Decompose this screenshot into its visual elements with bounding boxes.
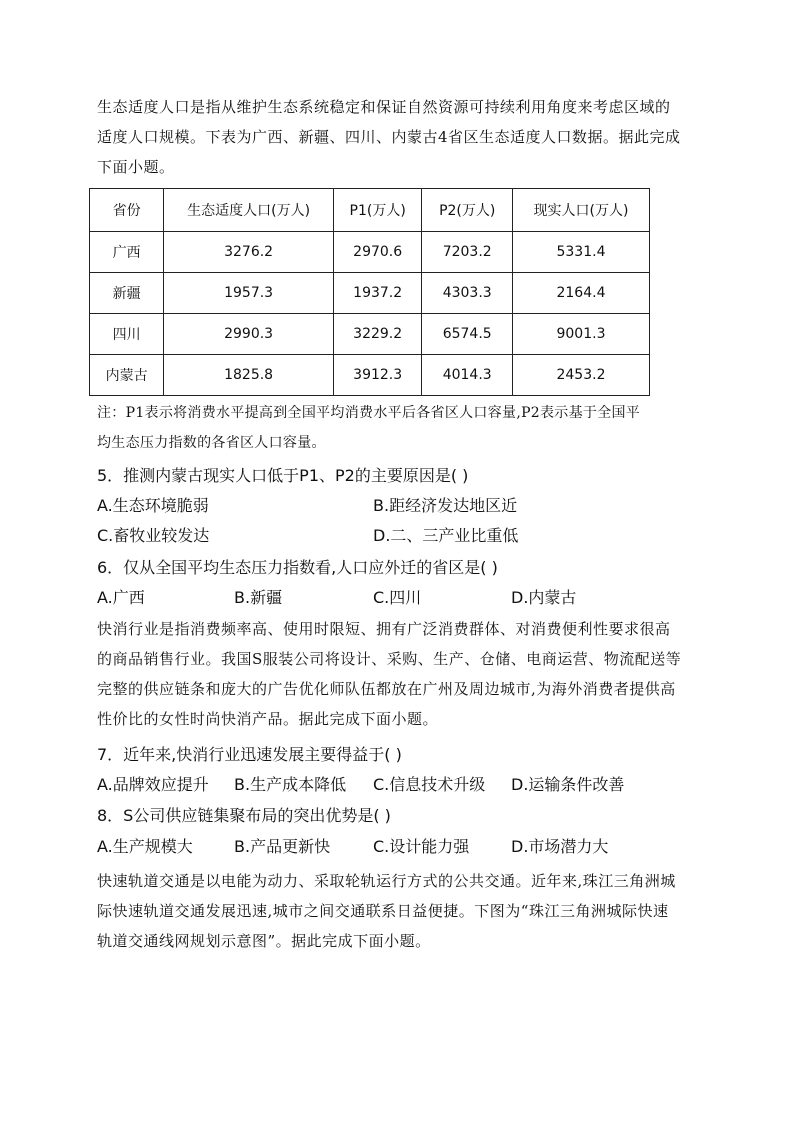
table-cell: 新疆 xyxy=(90,273,164,314)
table-header-row xyxy=(90,189,650,232)
passage-line: 性价比的女性时尚快消产品。据此完成下面小题。 xyxy=(97,710,439,728)
passage-line: 生态适度人口是指从维护生态系统稳定和保证自然资源可持续利用角度来考虑区域的 xyxy=(97,98,671,116)
table-cell: 四川 xyxy=(90,314,164,355)
option-b[interactable]: B.产品更新快 xyxy=(234,837,331,856)
question-5-options xyxy=(97,491,717,521)
table-cell: 2453.2 xyxy=(512,355,649,396)
table-cell: 3276.2 xyxy=(164,232,334,273)
table-cell: 3912.3 xyxy=(333,355,422,396)
question-8-options xyxy=(97,832,717,862)
question-5-options xyxy=(97,521,717,551)
option-a[interactable]: A.生产规模大 xyxy=(97,837,193,856)
option-c[interactable]: C.信息技术升级 xyxy=(373,775,486,794)
header-province: 省份 xyxy=(90,189,164,232)
question-7-options xyxy=(97,770,717,800)
table-row xyxy=(90,314,650,355)
passage-rail-transit xyxy=(97,866,697,956)
option-a[interactable]: A.生态环境脆弱 xyxy=(97,496,209,515)
question-8-stem: 8．S公司供应链集聚布局的突出优势是( ) xyxy=(97,806,391,825)
question-6-options xyxy=(97,583,717,613)
table-cell: 2990.3 xyxy=(164,314,334,355)
note-line: 均生态压力指数的各省区人口容量。 xyxy=(97,435,326,451)
option-d[interactable]: D.运输条件改善 xyxy=(511,775,625,794)
passage-ecological-population xyxy=(97,92,697,182)
passage-line: 完整的供应链条和庞大的广告优化师队伍都放在广州及周边城市,为海外消费者提供高 xyxy=(97,680,676,698)
option-d[interactable]: D.二、三产业比重低 xyxy=(373,526,519,545)
question-5-stem: 5．推测内蒙古现实人口低于P1、P2的主要原因是( ) xyxy=(97,466,469,485)
table-cell: 1957.3 xyxy=(164,273,334,314)
option-b[interactable]: B.距经济发达地区近 xyxy=(373,496,518,515)
table-note xyxy=(97,398,697,458)
table-cell: 7203.2 xyxy=(422,232,513,273)
note-line: 注：P1表示将消费水平提高到全国平均消费水平后各省区人口容量,P2表示基于全国平 xyxy=(97,405,641,421)
option-d[interactable]: D.市场潜力大 xyxy=(511,837,609,856)
header-eco-population: 生态适度人口(万人) xyxy=(164,189,334,232)
option-a[interactable]: A.品牌效应提升 xyxy=(97,775,209,794)
passage-line: 的商品销售行业。我国S服装公司将设计、采购、生产、仓储、电商运营、物流配送等 xyxy=(97,650,682,668)
passage-line: 下面小题。 xyxy=(97,158,175,176)
table-cell: 内蒙古 xyxy=(90,355,164,396)
table-cell: 1825.8 xyxy=(164,355,334,396)
table-cell: 2164.4 xyxy=(512,273,649,314)
table-cell: 4303.3 xyxy=(422,273,513,314)
table-row xyxy=(90,232,650,273)
header-p1: P1(万人) xyxy=(333,189,422,232)
header-real-population: 现实人口(万人) xyxy=(512,189,649,232)
option-c[interactable]: C.畜牧业较发达 xyxy=(97,526,210,545)
table-cell: 3229.2 xyxy=(333,314,422,355)
question-6-stem: 6．仅从全国平均生态压力指数看,人口应外迁的省区是( ) xyxy=(97,558,498,577)
option-c[interactable]: C.设计能力强 xyxy=(373,837,470,856)
table-cell: 9001.3 xyxy=(512,314,649,355)
table-cell: 6574.5 xyxy=(422,314,513,355)
question-7-stem: 7．近年来,快消行业迅速发展主要得益于( ) xyxy=(97,745,402,764)
header-p2: P2(万人) xyxy=(422,189,513,232)
passage-line: 轨道交通线网规划示意图”。据此完成下面小题。 xyxy=(97,932,431,950)
option-a[interactable]: A.广西 xyxy=(97,588,145,607)
table-row xyxy=(90,273,650,314)
passage-line: 际快速轨道交通发展迅速,城市之间交通联系日益便捷。下图为“珠江三角洲城际快速 xyxy=(97,902,669,920)
option-c[interactable]: C.四川 xyxy=(373,588,422,607)
table-cell: 1937.2 xyxy=(333,273,422,314)
option-b[interactable]: B.新疆 xyxy=(234,588,283,607)
passage-fast-fashion xyxy=(97,614,697,734)
population-table xyxy=(89,188,650,396)
table-cell: 4014.3 xyxy=(422,355,513,396)
passage-line: 适度人口规模。下表为广西、新疆、四川、内蒙古4省区生态适度人口数据。据此完成 xyxy=(97,128,681,146)
table-cell: 2970.6 xyxy=(333,232,422,273)
table-cell: 广西 xyxy=(90,232,164,273)
option-d[interactable]: D.内蒙古 xyxy=(511,588,577,607)
option-b[interactable]: B.生产成本降低 xyxy=(234,775,347,794)
table-row xyxy=(90,355,650,396)
passage-line: 快速轨道交通是以电能为动力、采取轮轨运行方式的公共交通。近年来,珠江三角洲城 xyxy=(97,872,676,890)
passage-line: 快消行业是指消费频率高、使用时限短、拥有广泛消费群体、对消费便利性要求很高 xyxy=(97,620,671,638)
table-cell: 5331.4 xyxy=(512,232,649,273)
